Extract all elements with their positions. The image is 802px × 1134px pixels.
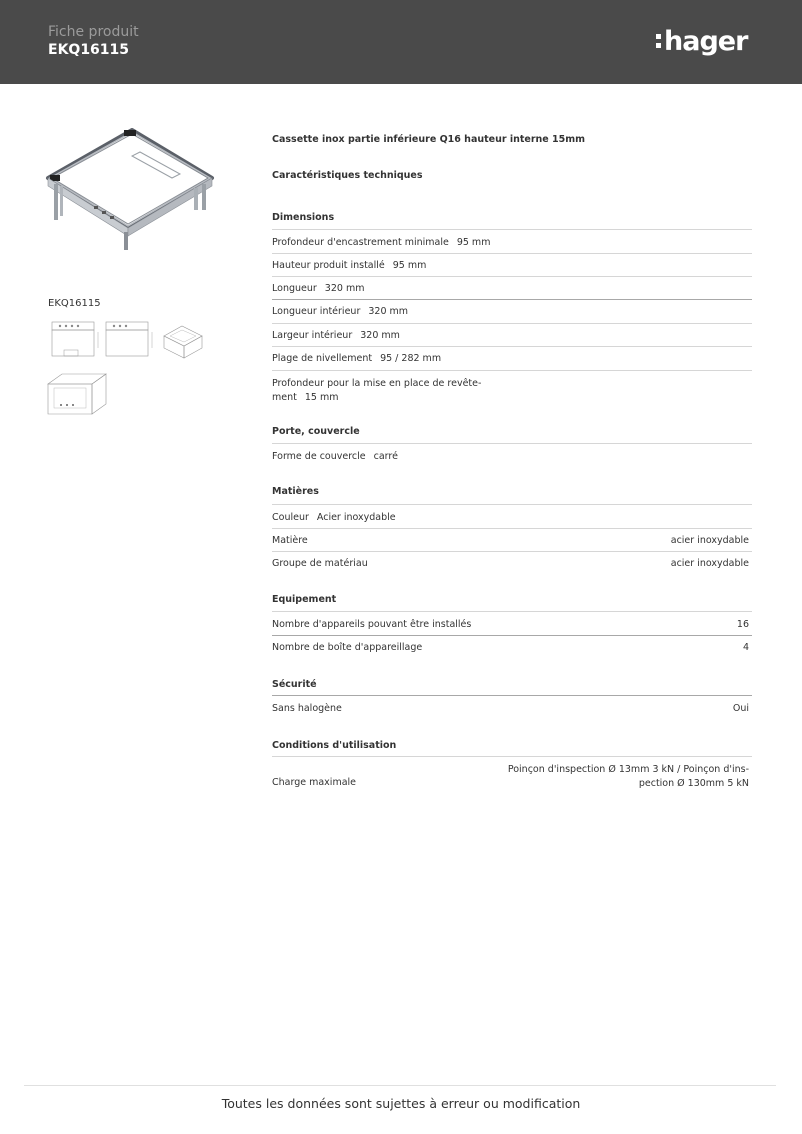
row-value: 95 mm bbox=[392, 260, 427, 271]
table-row bbox=[272, 756, 752, 796]
row-label: Profondeur d'encastrement minimale bbox=[272, 237, 449, 248]
table-row bbox=[272, 611, 752, 635]
hager-logo bbox=[656, 24, 747, 58]
thumbnail-drawing-iso[interactable] bbox=[158, 318, 210, 362]
table-row bbox=[272, 528, 752, 551]
row-value-continued: pection Ø 130mm 5 kN bbox=[638, 778, 749, 789]
table-row bbox=[272, 695, 752, 719]
row-value: 95 / 282 mm bbox=[380, 353, 442, 364]
row-label: Charge maximale bbox=[272, 777, 357, 788]
row-label-continued: ment bbox=[272, 392, 297, 403]
row-label: Longueur intérieur bbox=[272, 306, 361, 317]
section-title-equipement: Equipement bbox=[272, 594, 337, 605]
row-label: Hauteur produit installé bbox=[272, 260, 385, 271]
row-value: 95 mm bbox=[456, 237, 491, 248]
row-label: Matière bbox=[272, 535, 308, 546]
row-value: 320 mm bbox=[360, 330, 400, 341]
row-value: Acier inoxydable bbox=[316, 512, 396, 523]
product-main-image bbox=[44, 128, 216, 254]
table-row bbox=[272, 551, 752, 575]
row-label: Nombre de boîte d'appareillage bbox=[272, 642, 423, 653]
characteristics-title: Caractéristiques techniques bbox=[272, 170, 423, 181]
row-label: Largeur intérieur bbox=[272, 330, 353, 341]
row-label: Profondeur pour la mise en place de revête- bbox=[272, 378, 482, 389]
section-title-securite: Sécurité bbox=[272, 679, 317, 690]
table-row bbox=[272, 443, 752, 467]
row-label: Nombre d'appareils pouvant être installés bbox=[272, 619, 472, 630]
table-row bbox=[272, 229, 752, 253]
row-label: Longueur bbox=[272, 283, 317, 294]
table-row bbox=[272, 276, 752, 299]
row-label: Couleur bbox=[272, 512, 309, 523]
footer-divider bbox=[24, 1085, 776, 1086]
image-caption: EKQ16115 bbox=[48, 298, 101, 309]
section-title-matieres: Matières bbox=[272, 486, 319, 497]
footer-disclaimer: Toutes les données sont sujettes à erreur ou modification bbox=[221, 1096, 581, 1111]
row-value: 15 mm bbox=[304, 392, 339, 403]
thumbnail-drawing-side[interactable] bbox=[104, 318, 156, 362]
table-row bbox=[272, 504, 752, 528]
table-row bbox=[272, 635, 752, 659]
row-value: Poinçon d'inspection Ø 13mm 3 kN / Poinçon d'ins- bbox=[507, 764, 749, 775]
row-value: 320 mm bbox=[368, 306, 409, 317]
header-bar bbox=[0, 0, 802, 84]
row-label: Groupe de matériau bbox=[272, 558, 368, 569]
header-product-code: EKQ16115 bbox=[48, 42, 130, 58]
product-title: Cassette inox partie inférieure Q16 hauteur interne 15mm bbox=[272, 134, 586, 145]
hager-logo-text: hager bbox=[664, 25, 748, 57]
table-row bbox=[272, 299, 752, 323]
table-row bbox=[272, 323, 752, 346]
table-row bbox=[272, 346, 752, 370]
row-label: Forme de couvercle bbox=[272, 451, 366, 462]
section-title-dimensions: Dimensions bbox=[272, 212, 335, 223]
thumbnail-drawing-3d[interactable] bbox=[44, 368, 110, 420]
row-value: 4 bbox=[742, 642, 749, 653]
table-row bbox=[272, 370, 752, 406]
table-row bbox=[272, 253, 752, 276]
section-title-conditions: Conditions d'utilisation bbox=[272, 740, 397, 751]
row-value: carré bbox=[373, 451, 398, 462]
row-label: Plage de nivellement bbox=[272, 353, 373, 364]
thumbnail-drawing-front[interactable] bbox=[50, 318, 102, 362]
hager-logo-icon bbox=[656, 34, 661, 48]
row-value: 16 bbox=[736, 619, 749, 630]
header-subtitle: Fiche produit bbox=[48, 24, 139, 40]
row-label: Sans halogène bbox=[272, 703, 342, 714]
row-value: acier inoxydable bbox=[670, 535, 749, 546]
row-value: 320 mm bbox=[324, 283, 365, 294]
row-value: acier inoxydable bbox=[670, 558, 749, 569]
row-value: Oui bbox=[732, 703, 749, 714]
section-title-porte-couvercle: Porte, couvercle bbox=[272, 426, 360, 437]
